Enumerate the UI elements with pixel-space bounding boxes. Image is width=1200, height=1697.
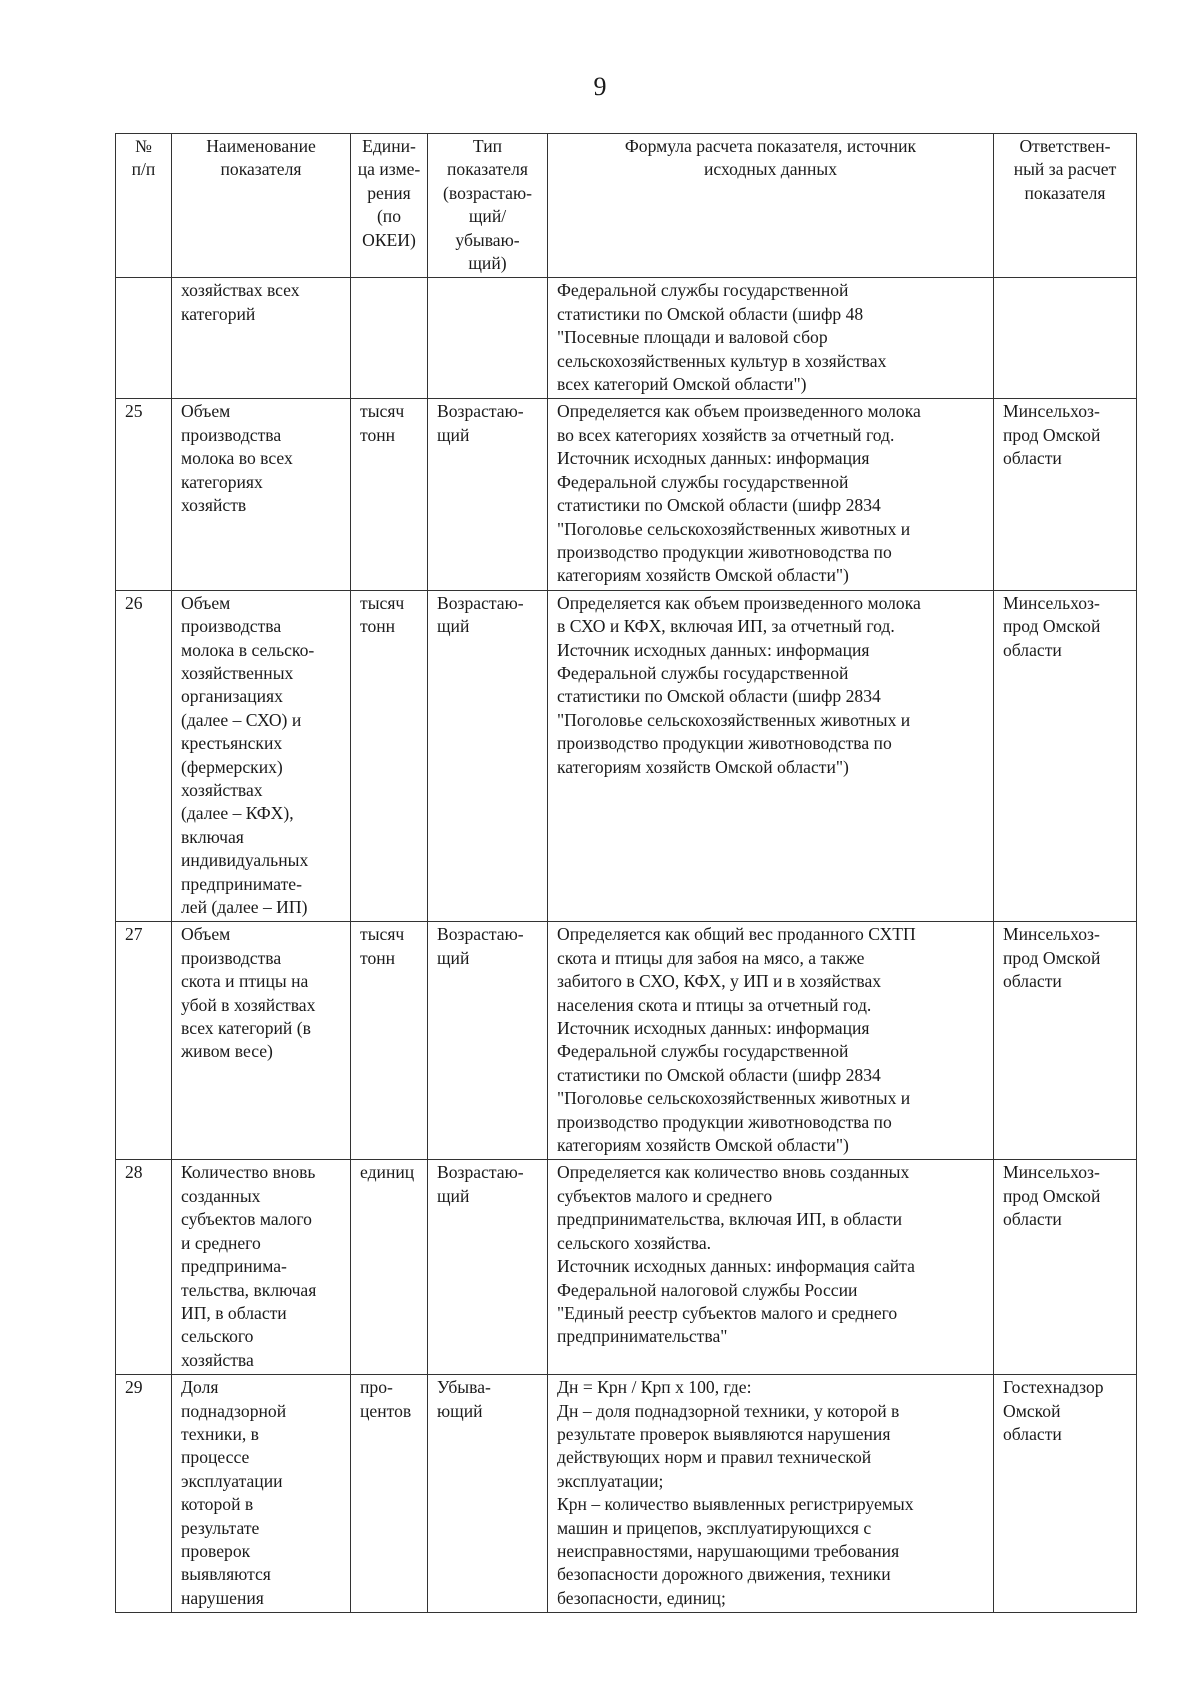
header-number: № п/п <box>116 134 172 278</box>
row-responsible: Минсельхоз- прод Омской области <box>994 1160 1137 1375</box>
indicators-table <box>115 133 1137 1613</box>
header-indicator-type: Тип показателя (возрастаю- щий/ убываю- щий) <box>428 134 548 278</box>
row-indicator-type: Возрастаю- щий <box>428 399 548 590</box>
row-responsible: Гостехнадзор Омской области <box>994 1375 1137 1613</box>
row-number: 28 <box>116 1160 172 1375</box>
row-number: 27 <box>116 922 172 1160</box>
row-number <box>116 278 172 399</box>
header-formula: Формула расчета показателя, источник исходных данных <box>548 134 994 278</box>
row-responsible <box>994 278 1137 399</box>
header-indicator-name: Наименование показателя <box>172 134 351 278</box>
row-number: 25 <box>116 399 172 590</box>
row-unit: тысяч тонн <box>351 590 428 922</box>
row-indicator-name: Количество вновь созданных субъектов малого и среднего предпринима- тельства, включая ИП, в области сельского хозяйства <box>172 1160 351 1375</box>
header-unit: Едини- ца изме- рения (по ОКЕИ) <box>351 134 428 278</box>
table-row <box>116 590 1137 922</box>
row-responsible: Минсельхоз- прод Омской области <box>994 922 1137 1160</box>
table-row <box>116 399 1137 590</box>
row-unit: тысяч тонн <box>351 922 428 1160</box>
table-row <box>116 1160 1137 1375</box>
header-responsible: Ответствен- ный за расчет показателя <box>994 134 1137 278</box>
row-unit <box>351 278 428 399</box>
row-number: 26 <box>116 590 172 922</box>
table-row <box>116 922 1137 1160</box>
row-indicator-type: Возрастаю- щий <box>428 1160 548 1375</box>
row-indicator-type: Убыва- ющий <box>428 1375 548 1613</box>
row-unit: про- центов <box>351 1375 428 1613</box>
row-unit: единиц <box>351 1160 428 1375</box>
row-formula: Определяется как объем произведенного молока во всех категориях хозяйств за отчетный год. Источник исходных данных: информация Федеральной службы государственной статистики по Омской области (шифр 2834 "Поголовье сельскохозяйственных животных и производство продукции животноводства по категориям хозяйств Омской области") <box>548 399 994 590</box>
row-formula: Дн = Крн / Крп х 100, где: Дн – доля поднадзорной техники, у которой в результате проверок выявляются нарушения действующих норм и правил технической эксплуатации; Крн – количество выявленных регистрируемых машин и прицепов, эксплуатирующихся с неисправностями, нарушающими требования безопасности дорожного движения, техники безопасности, единиц; <box>548 1375 994 1613</box>
row-formula: Определяется как объем произведенного молока в СХО и КФХ, включая ИП, за отчетный год. Источник исходных данных: информация Федеральной службы государственной статистики по Омской области (шифр 2834 "Поголовье сельскохозяйственных животных и производство продукции животноводства по категориям хозяйств Омской области") <box>548 590 994 922</box>
row-indicator-name: Объем производства молока во всех категориях хозяйств <box>172 399 351 590</box>
row-formula: Определяется как количество вновь созданных субъектов малого и среднего предпринимательства, включая ИП, в области сельского хозяйства. Источник исходных данных: информация сайта Федеральной налоговой службы России "Единый реестр субъектов малого и среднего предпринимательства" <box>548 1160 994 1375</box>
row-indicator-name: Объем производства молока в сельско- хозяйственных организациях (далее – СХО) и крестьянских (фермерских) хозяйствах (далее – КФХ), включая индивидуальных предпринимате- лей (далее – ИП) <box>172 590 351 922</box>
table-row <box>116 1375 1137 1613</box>
row-formula: Определяется как общий вес проданного СХТП скота и птицы для забоя на мясо, а также забитого в СХО, КФХ, у ИП и в хозяйствах населения скота и птицы за отчетный год. Источник исходных данных: информация Федеральной службы государственной статистики по Омской области (шифр 2834 "Поголовье сельскохозяйственных животных и производство продукции животноводства по категориям хозяйств Омской области") <box>548 922 994 1160</box>
page-number: 9 <box>593 72 607 101</box>
row-indicator-type <box>428 278 548 399</box>
row-indicator-name: Доля поднадзорной техники, в процессе эксплуатации которой в результате проверок выявляются нарушения <box>172 1375 351 1613</box>
row-indicator-name: хозяйствах всех категорий <box>172 278 351 399</box>
row-indicator-type: Возрастаю- щий <box>428 922 548 1160</box>
table-header-row <box>116 134 1137 278</box>
row-indicator-name: Объем производства скота и птицы на убой в хозяйствах всех категорий (в живом весе) <box>172 922 351 1160</box>
row-indicator-type: Возрастаю- щий <box>428 590 548 922</box>
row-responsible: Минсельхоз- прод Омской области <box>994 399 1137 590</box>
row-unit: тысяч тонн <box>351 399 428 590</box>
row-number: 29 <box>116 1375 172 1613</box>
row-formula: Федеральной службы государственной статистики по Омской области (шифр 48 "Посевные площади и валовой сбор сельскохозяйственных культур в хозяйствах всех категорий Омской области") <box>548 278 994 399</box>
table-row <box>116 278 1137 399</box>
row-responsible: Минсельхоз- прод Омской области <box>994 590 1137 922</box>
